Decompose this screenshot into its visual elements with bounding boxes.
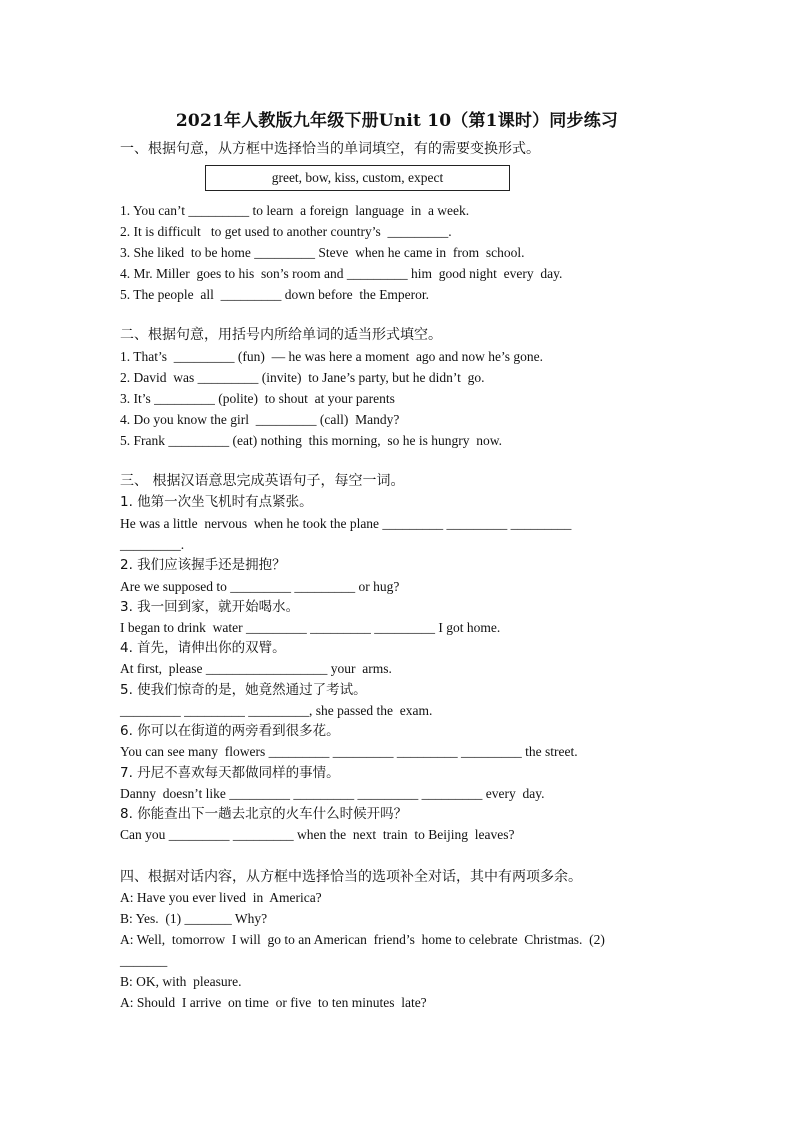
s1-question-5: 5. The people all _________ down before the Emperor.: [120, 287, 430, 302]
section-3-heading: 三、 根据汉语意思完成英语句子，每空一词。: [120, 473, 405, 489]
s4-dialog-line-2: B: Yes. (1) _______ Why?: [120, 911, 268, 926]
s1-question-1: 1. You can’t _________ to learn a foreign language in a week.: [120, 203, 470, 218]
s3-item-4-english: At first, please __________________ your arms.: [120, 661, 392, 676]
s4-dialog-line-3: A: Well, tomorrow I will go to an American friend’s home to celebrate Christmas. (2): [120, 932, 605, 947]
s3-item-7-english: Danny doesn’t like _________ _________ _________ _________ every day.: [120, 786, 545, 801]
s2-question-5: 5. Frank _________ (eat) nothing this morning, so he is hungry now.: [120, 433, 502, 448]
s2-question-1: 1. That’s _________ (fun) — he was here a moment ago and now he’s gone.: [120, 349, 544, 364]
s2-question-3: 3. It’s _________ (polite) to shout at your parents: [120, 391, 395, 406]
s2-question-2: 2. David was _________ (invite) to Jane’s party, but he didn’t go.: [120, 370, 485, 385]
s1-question-4: 4. Mr. Miller goes to his son’s room and _________ him good night every day.: [120, 266, 563, 281]
s2-question-4: 4. Do you know the girl _________ (call) Mandy?: [120, 412, 400, 427]
s3-item-5-chinese: 5. 使我们惊奇的是，她竟然通过了考试。: [120, 682, 367, 698]
s3-item-5-english: _________ _________ _________, she passed the exam.: [120, 703, 433, 718]
s3-item-2-chinese: 2. 我们应该握手还是拥抱？: [120, 557, 286, 573]
s3-item-8-english: Can you _________ _________ when the next train to Beijing leaves?: [120, 827, 515, 842]
section-1-heading: 一、根据句意，从方框中选择恰当的单词填空，有的需要变换形式。: [120, 141, 540, 157]
word-box: greet, bow, kiss, custom, expect: [205, 165, 510, 191]
s3-item-6-english: You can see many flowers _________ _________ _________ _________ the street.: [120, 744, 578, 759]
s3-item-6-chinese: 6. 你可以在街道的两旁看到很多花。: [120, 723, 340, 739]
s3-item-8-chinese: 8. 你能查出下一趟去北京的火车什么时候开吗？: [120, 806, 408, 822]
s3-item-4-chinese: 4. 首先，请伸出你的双臂。: [120, 640, 286, 656]
s4-dialog-line-1: A: Have you ever lived in America?: [120, 890, 322, 905]
s3-item-1-chinese: 1. 他第一次坐飞机时有点紧张。: [120, 494, 313, 510]
s3-item-3-english: I began to drink water _________ _________ _________ I got home.: [120, 620, 501, 635]
s3-item-2-english: Are we supposed to _________ _________ or hug?: [120, 579, 400, 594]
s3-item-1-english-cont: _________.: [120, 537, 185, 552]
s3-item-3-chinese: 3. 我一回到家，就开始喝水。: [120, 599, 300, 615]
page-title: 2021年人教版九年级下册Unit 10（第1课时）同步练习: [175, 111, 619, 131]
section-2-heading: 二、根据句意，用括号内所给单词的适当形式填空。: [120, 327, 442, 343]
section-4-heading: 四、根据对话内容，从方框中选择恰当的选项补全对话，其中有两项多余。: [120, 869, 582, 885]
s1-question-2: 2. It is difficult to get used to another country’s _________.: [120, 224, 452, 239]
s3-item-7-chinese: 7. 丹尼不喜欢每天都做同样的事情。: [120, 765, 340, 781]
s4-dialog-line-4: B: OK, with pleasure.: [120, 974, 242, 989]
s4-dialog-line-5: A: Should I arrive on time or five to ten minutes late?: [120, 995, 427, 1010]
s1-question-3: 3. She liked to be home _________ Steve when he came in from school.: [120, 245, 525, 260]
s3-item-1-english: He was a little nervous when he took the plane _________ _________ _________: [120, 516, 572, 531]
s4-dialog-line-3-cont: _______: [120, 953, 168, 968]
